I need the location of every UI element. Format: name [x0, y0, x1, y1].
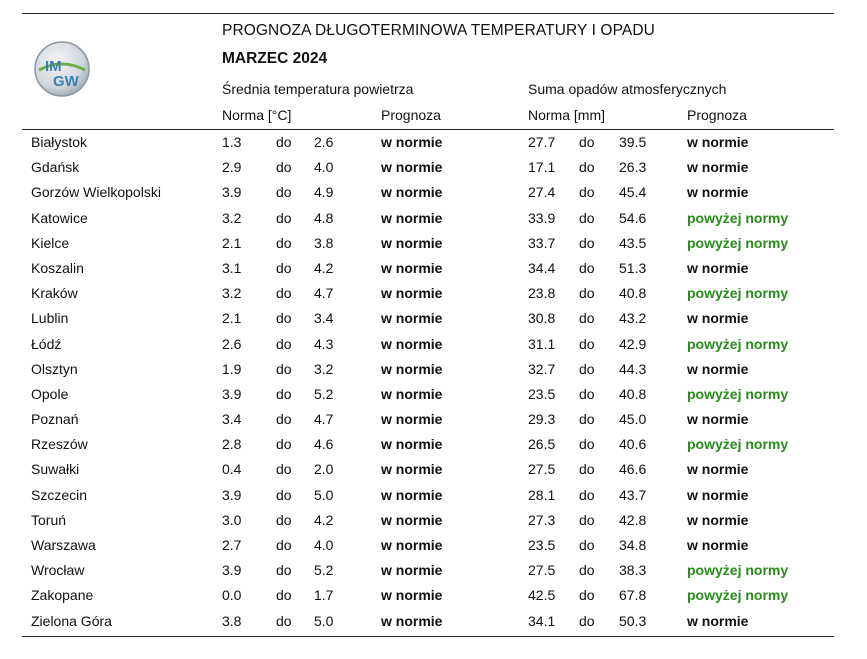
- precip-norm-separator: do: [579, 587, 595, 604]
- precip-norm-separator: do: [579, 511, 595, 528]
- header-rule: [22, 129, 834, 130]
- precip-norm-min: 17.1: [528, 159, 556, 176]
- temp-forecast: w normie: [381, 159, 443, 176]
- table-row: [0, 610, 867, 635]
- temp-norm-separator: do: [276, 612, 292, 629]
- precip-forecast: powyżej normy: [687, 587, 789, 604]
- temp-norm-separator: do: [276, 385, 292, 402]
- precip-norm-separator: do: [579, 184, 595, 201]
- city-name: Koszalin: [31, 259, 84, 276]
- precip-norm-separator: do: [579, 209, 595, 226]
- table-row: [0, 282, 867, 307]
- temp-norm-max: 4.9: [314, 184, 334, 201]
- precip-forecast: powyżej normy: [687, 285, 789, 302]
- temp-norm-max: 2.0: [314, 461, 334, 478]
- precip-norm-max: 54.6: [619, 209, 647, 226]
- city-name: Gdańsk: [31, 159, 80, 176]
- precip-norm-max: 42.8: [619, 511, 647, 528]
- temp-norm-separator: do: [276, 511, 292, 528]
- precip-norm-separator: do: [579, 612, 595, 629]
- table-row: [0, 484, 867, 509]
- page-subtitle: MARZEC 2024: [222, 50, 328, 67]
- precip-forecast: w normie: [687, 259, 749, 276]
- precip-norm-max: 38.3: [619, 562, 647, 579]
- city-name: Warszawa: [31, 537, 96, 553]
- table-row: [0, 509, 867, 534]
- temp-norm-max: 4.0: [314, 159, 334, 176]
- precip-norm-separator: do: [579, 360, 595, 377]
- temp-forecast: w normie: [381, 234, 443, 251]
- temp-norm-max: 3.2: [314, 360, 334, 377]
- temp-norm-min: 1.9: [222, 360, 242, 377]
- city-name: Rzeszów: [31, 436, 88, 453]
- temp-norm-min: 2.1: [222, 310, 242, 327]
- city-name: Zielona Góra: [31, 612, 112, 629]
- temp-norm-max: 4.2: [314, 259, 334, 276]
- city-name: Lublin: [31, 310, 69, 327]
- precip-norm-max: 45.4: [619, 184, 647, 201]
- precip-norm-max: 40.6: [619, 436, 647, 453]
- precip-norm-min: 27.5: [528, 461, 556, 478]
- forecast-table-body: [0, 131, 867, 635]
- temp-forecast: w normie: [381, 184, 443, 201]
- temp-norm-separator: do: [276, 134, 292, 150]
- precip-norm-separator: do: [579, 335, 595, 352]
- temp-forecast: w normie: [381, 587, 443, 604]
- temp-forecast: w normie: [381, 310, 443, 327]
- city-name: Kraków: [31, 285, 78, 302]
- city-name: Poznań: [31, 411, 79, 428]
- temp-forecast: w normie: [381, 562, 443, 579]
- precip-forecast: powyżej normy: [687, 234, 789, 251]
- precip-norm-min: 27.4: [528, 184, 556, 201]
- city-name: Gorzów Wielkopolski: [31, 184, 161, 201]
- table-row: [0, 307, 867, 332]
- temp-norm-separator: do: [276, 360, 292, 377]
- temp-norm-max: 5.2: [314, 385, 334, 402]
- precipitation-norm-header: Norma [mm]: [528, 107, 605, 123]
- precip-norm-min: 28.1: [528, 486, 556, 503]
- precip-norm-min: 29.3: [528, 411, 556, 428]
- temp-forecast: w normie: [381, 436, 443, 453]
- precip-norm-max: 43.2: [619, 310, 647, 327]
- precip-norm-separator: do: [579, 134, 595, 150]
- precip-norm-separator: do: [579, 310, 595, 327]
- precip-norm-separator: do: [579, 537, 595, 553]
- temp-norm-max: 4.7: [314, 411, 334, 428]
- temp-norm-min: 3.9: [222, 562, 242, 579]
- temp-norm-min: 2.9: [222, 159, 242, 176]
- temp-norm-max: 4.6: [314, 436, 334, 453]
- precip-norm-min: 23.5: [528, 537, 556, 553]
- city-name: Zakopane: [31, 587, 94, 604]
- logo-text-top: IM: [45, 58, 62, 75]
- city-name: Toruń: [31, 511, 67, 528]
- precip-norm-separator: do: [579, 411, 595, 428]
- temp-norm-separator: do: [276, 486, 292, 503]
- temp-norm-max: 3.4: [314, 310, 334, 327]
- temp-forecast: w normie: [381, 259, 443, 276]
- table-row: [0, 156, 867, 181]
- temp-norm-max: 4.8: [314, 209, 334, 226]
- temp-norm-separator: do: [276, 234, 292, 251]
- precip-forecast: powyżej normy: [687, 335, 789, 352]
- precip-norm-max: 67.8: [619, 587, 647, 604]
- temp-norm-max: 5.0: [314, 612, 334, 629]
- temp-norm-separator: do: [276, 436, 292, 453]
- precip-norm-max: 51.3: [619, 259, 647, 276]
- temp-norm-min: 3.9: [222, 486, 242, 503]
- precip-norm-min: 31.1: [528, 335, 556, 352]
- precip-norm-min: 34.1: [528, 612, 556, 629]
- precip-norm-separator: do: [579, 461, 595, 478]
- page-title: PROGNOZA DŁUGOTERMINOWA TEMPERATURY I OPADU: [222, 22, 655, 39]
- precip-norm-separator: do: [579, 385, 595, 402]
- temp-norm-separator: do: [276, 159, 292, 176]
- precip-norm-max: 45.0: [619, 411, 647, 428]
- city-name: Białystok: [31, 134, 88, 150]
- precip-norm-max: 40.8: [619, 285, 647, 302]
- precip-norm-max: 46.6: [619, 461, 647, 478]
- table-row: [0, 534, 867, 559]
- table-row: [0, 433, 867, 458]
- precip-norm-separator: do: [579, 234, 595, 251]
- temperature-forecast-header: Prognoza: [381, 107, 441, 123]
- table-row: [0, 181, 867, 206]
- city-name: Suwałki: [31, 461, 80, 478]
- precip-norm-min: 42.5: [528, 587, 556, 604]
- precip-norm-separator: do: [579, 285, 595, 302]
- temp-norm-separator: do: [276, 537, 292, 553]
- temp-norm-min: 3.9: [222, 385, 242, 402]
- temp-norm-separator: do: [276, 411, 292, 428]
- precip-norm-min: 23.5: [528, 385, 556, 402]
- temp-forecast: w normie: [381, 285, 443, 302]
- temp-norm-max: 5.2: [314, 562, 334, 579]
- precip-norm-separator: do: [579, 259, 595, 276]
- precip-norm-min: 30.8: [528, 310, 556, 327]
- table-row: [0, 408, 867, 433]
- temp-forecast: w normie: [381, 134, 443, 150]
- precip-norm-max: 39.5: [619, 134, 647, 150]
- temp-forecast: w normie: [381, 612, 443, 629]
- temp-norm-min: 3.8: [222, 612, 242, 629]
- precip-forecast: w normie: [687, 159, 749, 176]
- logo-text-bottom: GW: [53, 73, 79, 90]
- temp-norm-min: 2.8: [222, 436, 242, 453]
- temp-norm-separator: do: [276, 184, 292, 201]
- city-name: Wrocław: [31, 562, 85, 579]
- top-rule: [22, 13, 834, 14]
- temp-norm-max: 1.7: [314, 587, 334, 604]
- imgw-logo-graphic: [33, 40, 91, 98]
- temperature-norm-header: Norma [°C]: [222, 107, 292, 123]
- temp-norm-min: 3.2: [222, 209, 242, 226]
- temp-norm-separator: do: [276, 209, 292, 226]
- imgw-logo: [33, 40, 91, 98]
- temp-norm-min: 3.2: [222, 285, 242, 302]
- temp-forecast: w normie: [381, 486, 443, 503]
- table-row: [0, 458, 867, 483]
- precip-norm-max: 34.8: [619, 537, 647, 553]
- precip-forecast: w normie: [687, 511, 749, 528]
- temp-norm-min: 1.3: [222, 134, 242, 150]
- table-row: [0, 131, 867, 156]
- precip-forecast: w normie: [687, 134, 749, 150]
- precipitation-group-label: Suma opadów atmosferycznych: [528, 81, 727, 97]
- temp-norm-min: 3.4: [222, 411, 242, 428]
- temp-norm-separator: do: [276, 335, 292, 352]
- temp-norm-max: 2.6: [314, 134, 334, 150]
- precip-forecast: w normie: [687, 461, 749, 478]
- temp-norm-min: 2.6: [222, 335, 242, 352]
- temp-norm-min: 2.7: [222, 537, 242, 553]
- precip-norm-min: 33.9: [528, 209, 556, 226]
- precipitation-forecast-header: Prognoza: [687, 107, 747, 123]
- bottom-rule: [22, 636, 834, 637]
- temp-norm-min: 0.0: [222, 587, 242, 604]
- temp-forecast: w normie: [381, 385, 443, 402]
- precip-forecast: w normie: [687, 612, 749, 629]
- temp-norm-max: 5.0: [314, 486, 334, 503]
- temp-norm-max: 4.2: [314, 511, 334, 528]
- precip-norm-min: 27.7: [528, 134, 556, 150]
- city-name: Łódź: [31, 335, 62, 352]
- city-name: Katowice: [31, 209, 88, 226]
- city-name: Olsztyn: [31, 360, 78, 377]
- precip-norm-max: 42.9: [619, 335, 647, 352]
- precip-norm-min: 32.7: [528, 360, 556, 377]
- precip-forecast: w normie: [687, 310, 749, 327]
- temp-norm-separator: do: [276, 310, 292, 327]
- temp-norm-min: 0.4: [222, 461, 242, 478]
- table-row: [0, 559, 867, 584]
- temp-norm-min: 3.1: [222, 259, 242, 276]
- temp-forecast: w normie: [381, 537, 443, 553]
- precip-norm-max: 40.8: [619, 385, 647, 402]
- precip-forecast: powyżej normy: [687, 562, 789, 579]
- city-name: Kielce: [31, 234, 70, 251]
- temp-forecast: w normie: [381, 411, 443, 428]
- table-row: [0, 257, 867, 282]
- precip-norm-min: 23.8: [528, 285, 556, 302]
- city-name: Opole: [31, 385, 69, 402]
- precip-forecast: powyżej normy: [687, 209, 789, 226]
- precip-norm-max: 44.3: [619, 360, 647, 377]
- temp-forecast: w normie: [381, 511, 443, 528]
- temp-norm-separator: do: [276, 562, 292, 579]
- precip-norm-separator: do: [579, 436, 595, 453]
- temp-norm-min: 3.0: [222, 511, 242, 528]
- temp-forecast: w normie: [381, 360, 443, 377]
- precip-forecast: powyżej normy: [687, 385, 789, 402]
- temp-norm-max: 4.0: [314, 537, 334, 553]
- precip-forecast: w normie: [687, 486, 749, 503]
- temp-norm-max: 3.8: [314, 234, 334, 251]
- temp-norm-max: 4.3: [314, 335, 334, 352]
- precip-forecast: w normie: [687, 360, 749, 377]
- temp-forecast: w normie: [381, 461, 443, 478]
- precip-forecast: w normie: [687, 411, 749, 428]
- temp-norm-separator: do: [276, 587, 292, 604]
- table-row: [0, 333, 867, 358]
- table-row: [0, 358, 867, 383]
- table-row: [0, 383, 867, 408]
- temp-norm-min: 3.9: [222, 184, 242, 201]
- temp-norm-separator: do: [276, 285, 292, 302]
- precip-norm-max: 50.3: [619, 612, 647, 629]
- temp-norm-separator: do: [276, 461, 292, 478]
- table-row: [0, 232, 867, 257]
- precip-norm-min: 34.4: [528, 259, 556, 276]
- table-row: [0, 207, 867, 232]
- precip-norm-max: 43.5: [619, 234, 647, 251]
- temp-norm-max: 4.7: [314, 285, 334, 302]
- precip-forecast: powyżej normy: [687, 436, 789, 453]
- temperature-group-label: Średnia temperatura powietrza: [222, 81, 414, 97]
- precip-norm-separator: do: [579, 486, 595, 503]
- precip-norm-max: 43.7: [619, 486, 647, 503]
- precip-norm-min: 33.7: [528, 234, 556, 251]
- precip-norm-min: 26.5: [528, 436, 556, 453]
- temp-norm-min: 2.1: [222, 234, 242, 251]
- city-name: Szczecin: [31, 486, 88, 503]
- temp-forecast: w normie: [381, 209, 443, 226]
- precip-norm-max: 26.3: [619, 159, 647, 176]
- precip-norm-separator: do: [579, 562, 595, 579]
- temp-norm-separator: do: [276, 259, 292, 276]
- precip-norm-min: 27.3: [528, 511, 556, 528]
- temp-forecast: w normie: [381, 335, 443, 352]
- precip-norm-separator: do: [579, 159, 595, 176]
- precip-forecast: w normie: [687, 184, 749, 201]
- precip-norm-min: 27.5: [528, 562, 556, 579]
- precip-forecast: w normie: [687, 537, 749, 553]
- table-row: [0, 584, 867, 609]
